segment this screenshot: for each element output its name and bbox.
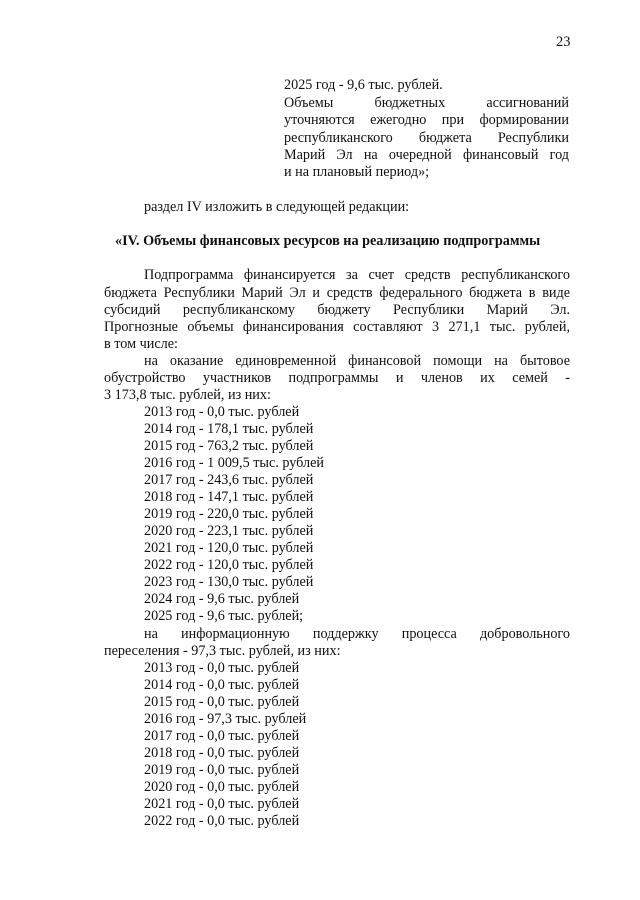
list-item: 2020 год - 223,1 тыс. рублей	[144, 523, 314, 539]
budget-note-line: Объемы бюджетных ассигнований	[284, 95, 569, 111]
paragraph-line: Прогнозные объемы финансирования составляют 3 271,1 тыс. рублей,	[104, 319, 570, 335]
list-item: 2019 год - 220,0 тыс. рублей	[144, 506, 314, 522]
list-item: 2024 год - 9,6 тыс. рублей	[144, 591, 300, 607]
list-item: 2025 год - 9,6 тыс. рублей;	[144, 608, 304, 624]
budget-note-line: Марий Эл на очередной финансовый год	[284, 147, 569, 163]
paragraph-line: в том числе:	[104, 336, 178, 352]
budget-note-line: республиканского бюджета Республики	[284, 130, 569, 146]
list-item: 2016 год - 97,3 тыс. рублей	[144, 711, 307, 727]
paragraph-line: субсидий республиканскому бюджету Республики Марий Эл.	[104, 302, 570, 318]
budget-note-line: и на плановый период»;	[284, 164, 430, 180]
list-item: 2018 год - 147,1 тыс. рублей	[144, 489, 314, 505]
paragraph-line: Подпрограмма финансируется за счет средств республиканского	[144, 267, 570, 283]
paragraph-line: на информационную поддержку процесса добровольного	[144, 626, 570, 642]
list-item: 2013 год - 0,0 тыс. рублей	[144, 404, 300, 420]
list-item: 2019 год - 0,0 тыс. рублей	[144, 762, 300, 778]
paragraph-line: обустройство участников подпрограммы и членов их семей -	[104, 370, 570, 386]
list-item: 2022 год - 120,0 тыс. рублей	[144, 557, 314, 573]
list-item: 2017 год - 0,0 тыс. рублей	[144, 728, 300, 744]
list-item: 2015 год - 763,2 тыс. рублей	[144, 438, 314, 454]
list-item: 2014 год - 178,1 тыс. рублей	[144, 421, 314, 437]
list-item: 2018 год - 0,0 тыс. рублей	[144, 745, 300, 761]
list-item: 2022 год - 0,0 тыс. рублей	[144, 813, 300, 829]
list-item: 2015 год - 0,0 тыс. рублей	[144, 694, 300, 710]
list-item: 2023 год - 130,0 тыс. рублей	[144, 574, 314, 590]
list-item: 2013 год - 0,0 тыс. рублей	[144, 660, 300, 676]
paragraph-line: переселения - 97,3 тыс. рублей, из них:	[104, 643, 341, 659]
list-item: 2017 год - 243,6 тыс. рублей	[144, 472, 314, 488]
list-item: 2021 год - 0,0 тыс. рублей	[144, 796, 300, 812]
paragraph-line: 3 173,8 тыс. рублей, из них:	[104, 387, 271, 403]
list-item: 2020 год - 0,0 тыс. рублей	[144, 779, 300, 795]
paragraph-line: бюджета Республики Марий Эл и средств федерального бюджета в виде	[104, 285, 570, 301]
list-item: 2016 год - 1 009,5 тыс. рублей	[144, 455, 324, 471]
list-item: 2021 год - 120,0 тыс. рублей	[144, 540, 314, 556]
list-item: 2014 год - 0,0 тыс. рублей	[144, 677, 300, 693]
paragraph-line: на оказание единовременной финансовой помощи на бытовое	[144, 353, 570, 369]
section-intro: раздел IV изложить в следующей редакции:	[144, 199, 410, 215]
page-number: 23	[556, 34, 571, 50]
section-heading: «IV. Объемы финансовых ресурсов на реализацию подпрограммы	[115, 233, 541, 249]
budget-year-line: 2025 год - 9,6 тыс. рублей.	[284, 77, 443, 93]
budget-note-line: уточняются ежегодно при формировании	[284, 112, 569, 128]
